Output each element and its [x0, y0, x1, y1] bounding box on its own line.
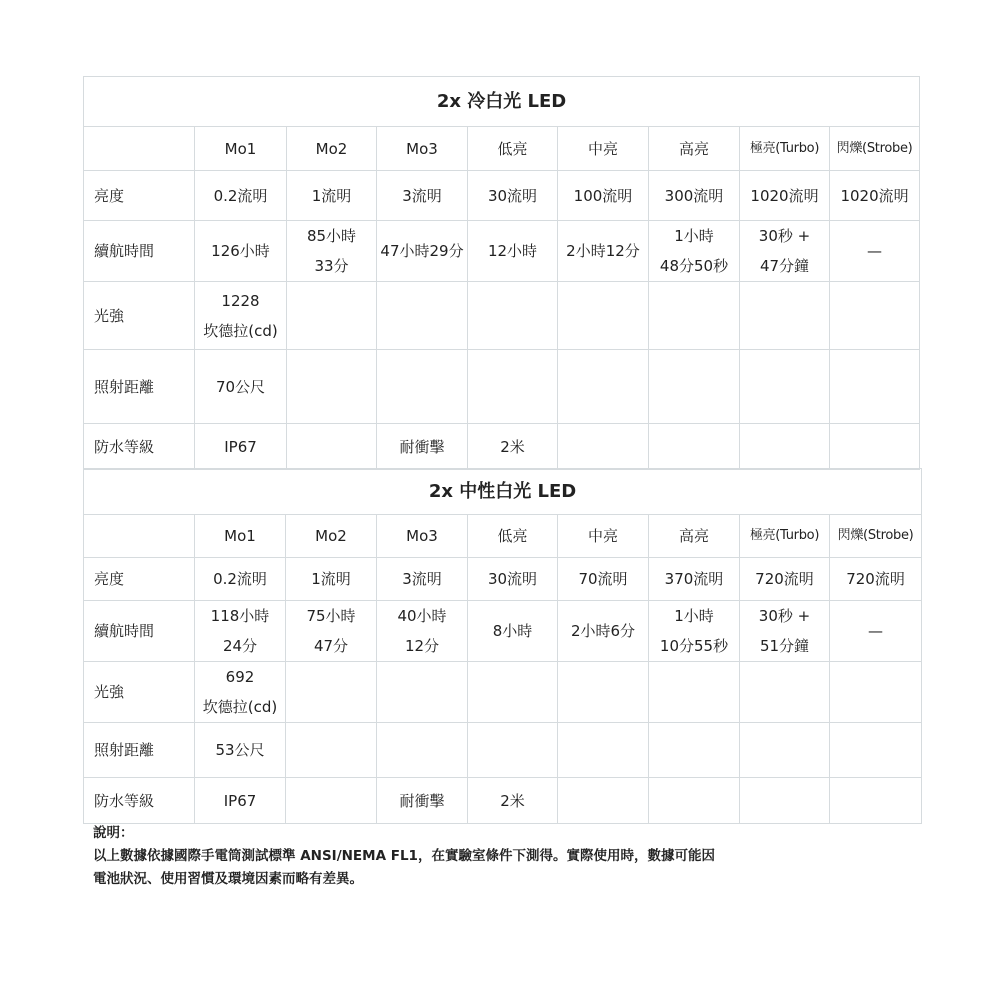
table-cell: 75小時 47分 [286, 601, 377, 662]
table-cell [377, 723, 468, 778]
table-cell: 2小時12分 [558, 221, 649, 282]
footnote-line: 電池狀況、使用習慣及環境因素而略有差異。 [93, 871, 363, 887]
table-cell [830, 778, 922, 824]
column-header [84, 127, 195, 171]
table-cell: 30秒 + 47分鐘 [740, 221, 830, 282]
table-row [84, 221, 920, 282]
table-cell: 12小時 [468, 221, 558, 282]
table-cell [830, 424, 920, 470]
table-cell: 300流明 [649, 171, 740, 221]
table-header-row [84, 515, 922, 558]
table-cell: 126小時 [195, 221, 287, 282]
table-row [84, 558, 922, 601]
table-cell [740, 662, 830, 723]
column-header: 高亮 [649, 127, 740, 171]
column-header: Mo2 [287, 127, 377, 171]
table-cell [649, 282, 740, 350]
table-cell: 2米 [468, 778, 558, 824]
table-cell [468, 662, 558, 723]
footnote-line: 以上數據依據國際手電筒測試標準 ANSI/NEMA FL1，在實驗室條件下測得。實際使用時，數據可能因 [93, 848, 715, 864]
table-cell [740, 723, 830, 778]
table-title: 2x 冷白光 LED [84, 77, 920, 127]
table-cell: 47小時29分 [377, 221, 468, 282]
table-cell: 1020流明 [830, 171, 920, 221]
table-cell [649, 350, 740, 424]
table-cell: 耐衝擊 [377, 778, 468, 824]
column-header: 閃爍(Strobe) [830, 127, 920, 171]
table-cell [468, 282, 558, 350]
table-cell: 耐衝擊 [377, 424, 468, 470]
table-cell [740, 282, 830, 350]
row-header: 光強 [84, 662, 195, 723]
column-header: 低亮 [468, 515, 558, 558]
row-header: 亮度 [84, 171, 195, 221]
table-cell: IP67 [195, 778, 286, 824]
column-header: Mo1 [195, 127, 287, 171]
row-header: 續航時間 [84, 601, 195, 662]
table-cell: 118小時 24分 [195, 601, 286, 662]
column-header: 極亮(Turbo) [740, 515, 830, 558]
spec-table-body [84, 469, 922, 824]
table-cell [649, 662, 740, 723]
table-cell [830, 723, 922, 778]
table-cell [286, 723, 377, 778]
table-row [84, 723, 922, 778]
table-cell: 40小時 12分 [377, 601, 468, 662]
row-header: 光強 [84, 282, 195, 350]
table-cell [287, 424, 377, 470]
column-header: 極亮(Turbo) [740, 127, 830, 171]
table-cell [286, 778, 377, 824]
table-cell [558, 424, 649, 470]
footnote [93, 822, 715, 891]
column-header: Mo3 [377, 515, 468, 558]
table-cell [287, 282, 377, 350]
table-cell: 1020流明 [740, 171, 830, 221]
table-cell: 100流明 [558, 171, 649, 221]
table-cell [830, 350, 920, 424]
column-header: Mo3 [377, 127, 468, 171]
table-cell: 370流明 [649, 558, 740, 601]
table-cell [468, 350, 558, 424]
footnote-heading: 說明： [93, 825, 134, 841]
table-cell [830, 662, 922, 723]
table-row [84, 662, 922, 723]
table-cell: 1小時 48分50秒 [649, 221, 740, 282]
table-cell [830, 282, 920, 350]
table-cell: 0.2流明 [195, 171, 287, 221]
table-cell [558, 778, 649, 824]
table-cell [377, 350, 468, 424]
spec-table-body [84, 77, 920, 470]
table-cell: — [830, 221, 920, 282]
table-cell: 70流明 [558, 558, 649, 601]
table-cell: 2米 [468, 424, 558, 470]
table-cell: 30流明 [468, 171, 558, 221]
table-row [84, 282, 920, 350]
table-cell [377, 662, 468, 723]
table-cell [558, 662, 649, 723]
column-header: 高亮 [649, 515, 740, 558]
column-header: Mo1 [195, 515, 286, 558]
table-cell: 1小時 10分55秒 [649, 601, 740, 662]
table-cell: — [830, 601, 922, 662]
table-title-row [84, 77, 920, 127]
table-cell [649, 778, 740, 824]
table-cell [286, 662, 377, 723]
table-cell: IP67 [195, 424, 287, 470]
table-header-row [84, 127, 920, 171]
table-cell: 1流明 [287, 171, 377, 221]
table-cell: 85小時 33分 [287, 221, 377, 282]
table-row [84, 424, 920, 470]
table-cell: 1228 坎德拉(cd) [195, 282, 287, 350]
table-cell [649, 424, 740, 470]
row-header: 照射距離 [84, 723, 195, 778]
table-row [84, 171, 920, 221]
column-header: 中亮 [558, 515, 649, 558]
table-row [84, 350, 920, 424]
table-row [84, 778, 922, 824]
table-cell: 53公尺 [195, 723, 286, 778]
row-header: 照射距離 [84, 350, 195, 424]
table-row [84, 601, 922, 662]
table-cell: 30流明 [468, 558, 558, 601]
table-cell [377, 282, 468, 350]
table-cell: 8小時 [468, 601, 558, 662]
spec-table-cool-white [83, 76, 920, 470]
table-cell: 692 坎德拉(cd) [195, 662, 286, 723]
table-cell [740, 778, 830, 824]
table-cell [649, 723, 740, 778]
table-cell [468, 723, 558, 778]
column-header: Mo2 [286, 515, 377, 558]
column-header [84, 515, 195, 558]
table-cell: 70公尺 [195, 350, 287, 424]
table-cell: 720流明 [740, 558, 830, 601]
table-cell [740, 350, 830, 424]
table-cell: 1流明 [286, 558, 377, 601]
table-title-row [84, 469, 922, 515]
row-header: 防水等級 [84, 778, 195, 824]
table-cell: 720流明 [830, 558, 922, 601]
row-header: 防水等級 [84, 424, 195, 470]
table-cell [740, 424, 830, 470]
table-cell: 2小時6分 [558, 601, 649, 662]
table-cell [558, 350, 649, 424]
spec-table-neutral-white [83, 468, 922, 824]
column-header: 閃爍(Strobe) [830, 515, 922, 558]
row-header: 續航時間 [84, 221, 195, 282]
table-cell [287, 350, 377, 424]
table-cell [558, 282, 649, 350]
table-cell: 30秒 + 51分鐘 [740, 601, 830, 662]
table-cell: 0.2流明 [195, 558, 286, 601]
column-header: 低亮 [468, 127, 558, 171]
row-header: 亮度 [84, 558, 195, 601]
table-title: 2x 中性白光 LED [84, 469, 922, 515]
table-cell [558, 723, 649, 778]
table-cell: 3流明 [377, 558, 468, 601]
column-header: 中亮 [558, 127, 649, 171]
table-cell: 3流明 [377, 171, 468, 221]
